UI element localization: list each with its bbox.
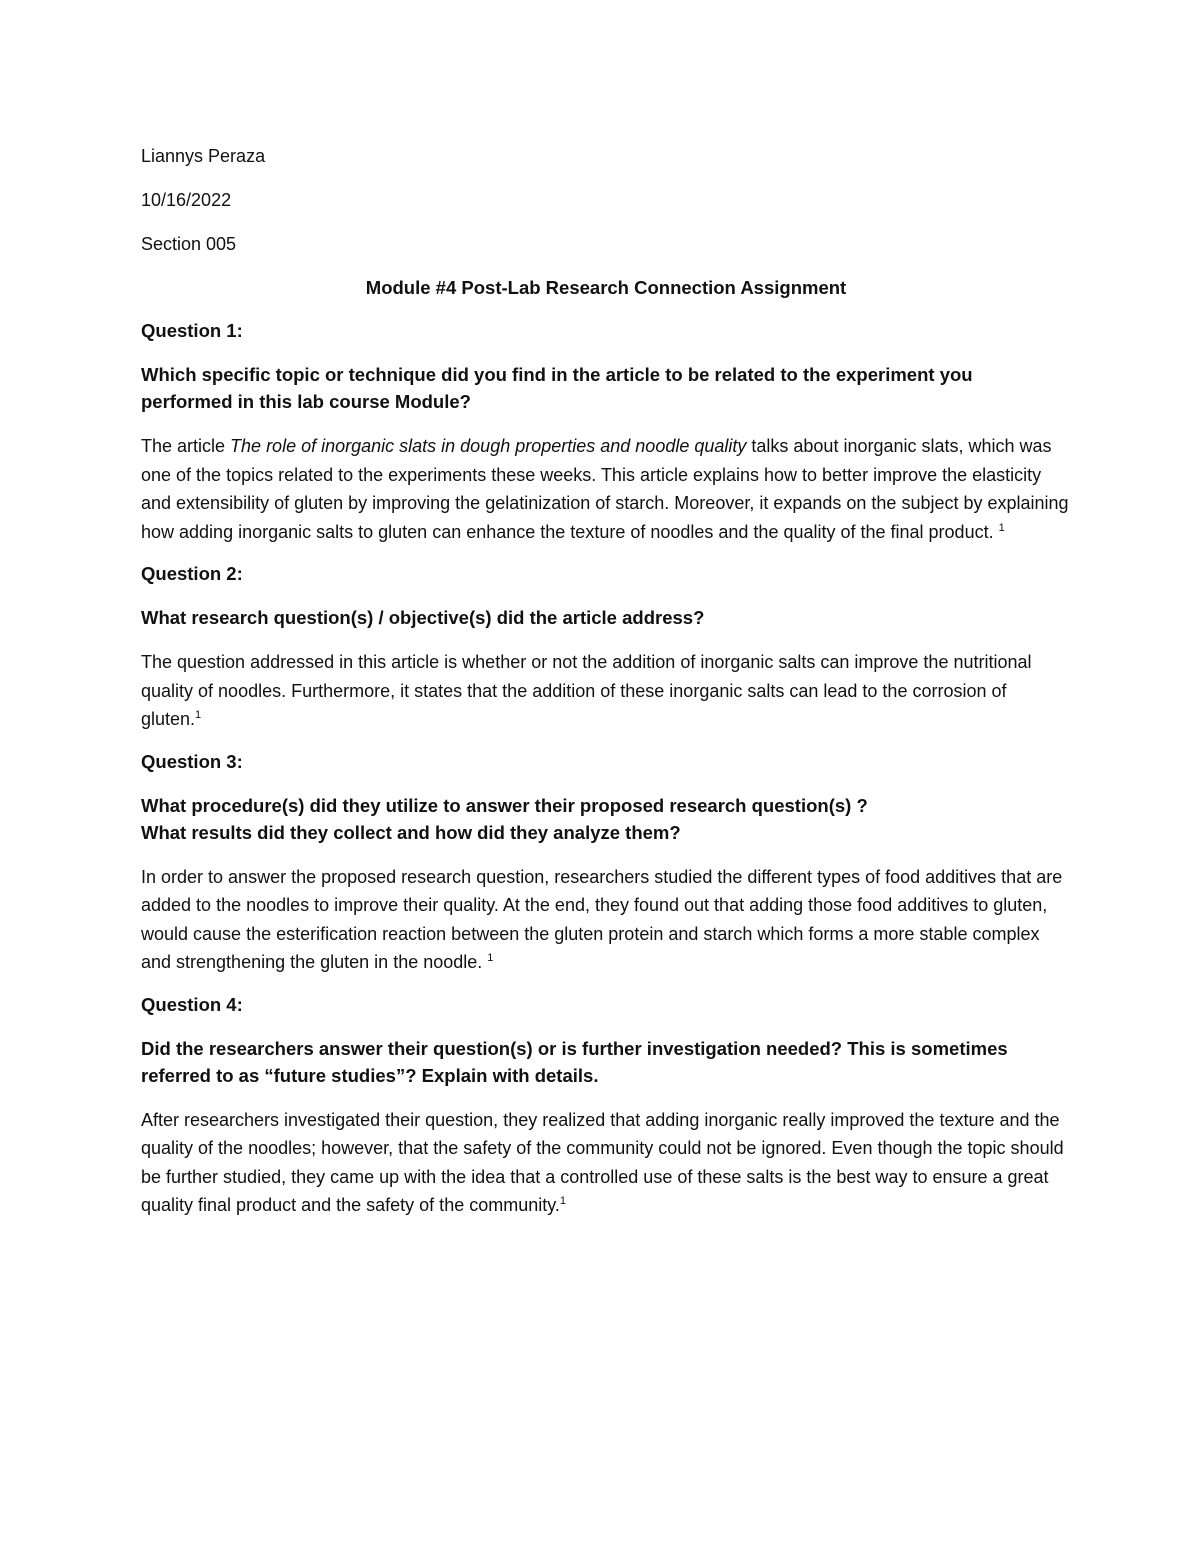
answer-1-body: talks about inorganic slats, which was one of the topics related to the experiments these weeks. This article explains how to better improve the elasticity and extensibility of gluten by improving the gelatinization of starch. Moreover, it expands on the subject by explaining how adding inorganic salts to gluten can enhance the texture of noodles and the quality of the final product. — [141, 436, 1069, 542]
question-2-heading: Question 2: — [141, 563, 243, 584]
question-3-line-1: What procedure(s) did they utilize to answer their proposed research question(s) ? — [141, 794, 868, 816]
question-3-text — [141, 792, 1071, 846]
question-4-text — [141, 1035, 1071, 1089]
citation-superscript: 1 — [195, 709, 202, 721]
answer-2-body: The question addressed in this article is whether or not the addition of inorganic salts can improve the nutritional quality of noodles. Furthermore, it states that the addition of these inorganic salts can lead to the corrosion of gluten. — [141, 652, 1032, 729]
question-4-heading: Question 4: — [141, 993, 243, 1015]
citation-superscript: 1 — [559, 1195, 567, 1207]
document-title: Module #4 Post-Lab Research Connection Assignment — [365, 277, 847, 298]
question-3-heading: Question 3: — [141, 750, 243, 772]
document-date: 10/16/2022 — [141, 190, 232, 210]
answer-3 — [141, 863, 1071, 977]
citation-superscript: 1 — [487, 952, 494, 964]
question-1-text — [141, 361, 1071, 415]
answer-3-body: In order to answer the proposed research question, researchers studied the different types of food additives that are added to the noodles to improve their quality. At the end, they found out that adding those food additives to gluten, would cause the esterification reaction between the gluten protein and starch which forms a more stable complex and strengthening the gluten in the noodle. — [141, 866, 1063, 972]
citation-superscript: 1 — [998, 521, 1005, 534]
article-title: The role of inorganic slats in dough properties and noodle quality — [230, 436, 747, 456]
question-4-line-2: referred to as “future studies”? Explain with details. — [141, 1064, 599, 1086]
document-body — [141, 143, 1071, 1235]
question-2-text — [141, 604, 1071, 631]
answer-1-prefix: The article — [141, 436, 231, 456]
section-number: Section 005 — [141, 234, 237, 254]
student-name: Liannys Peraza — [141, 146, 266, 166]
question-2-line-1: What research question(s) / objective(s) did the article address? — [141, 607, 705, 628]
answer-1 — [141, 432, 1071, 546]
answer-2 — [141, 648, 1071, 734]
question-1-line-1: Which specific topic or technique did you find in the article to be related to the experiment you — [141, 364, 973, 385]
question-3-line-2: What results did they collect and how did they analyze them? — [141, 821, 681, 843]
question-1-heading: Question 1: — [141, 320, 243, 341]
question-1-line-2: performed in this lab course Module? — [141, 391, 471, 412]
answer-4-body: After researchers investigated their question, they realized that adding inorganic really improved the texture and the quality of the noodles; however, that the safety of the community could not be ignored. Even though the topic should be further studied, they came up with the idea that a controlled use of these salts is the best way to ensure a great quality final product and the safety of the community. — [141, 1109, 1064, 1215]
question-4-line-1: Did the researchers answer their question(s) or is further investigation needed? This is sometimes — [141, 1037, 1008, 1059]
answer-4 — [141, 1106, 1071, 1220]
